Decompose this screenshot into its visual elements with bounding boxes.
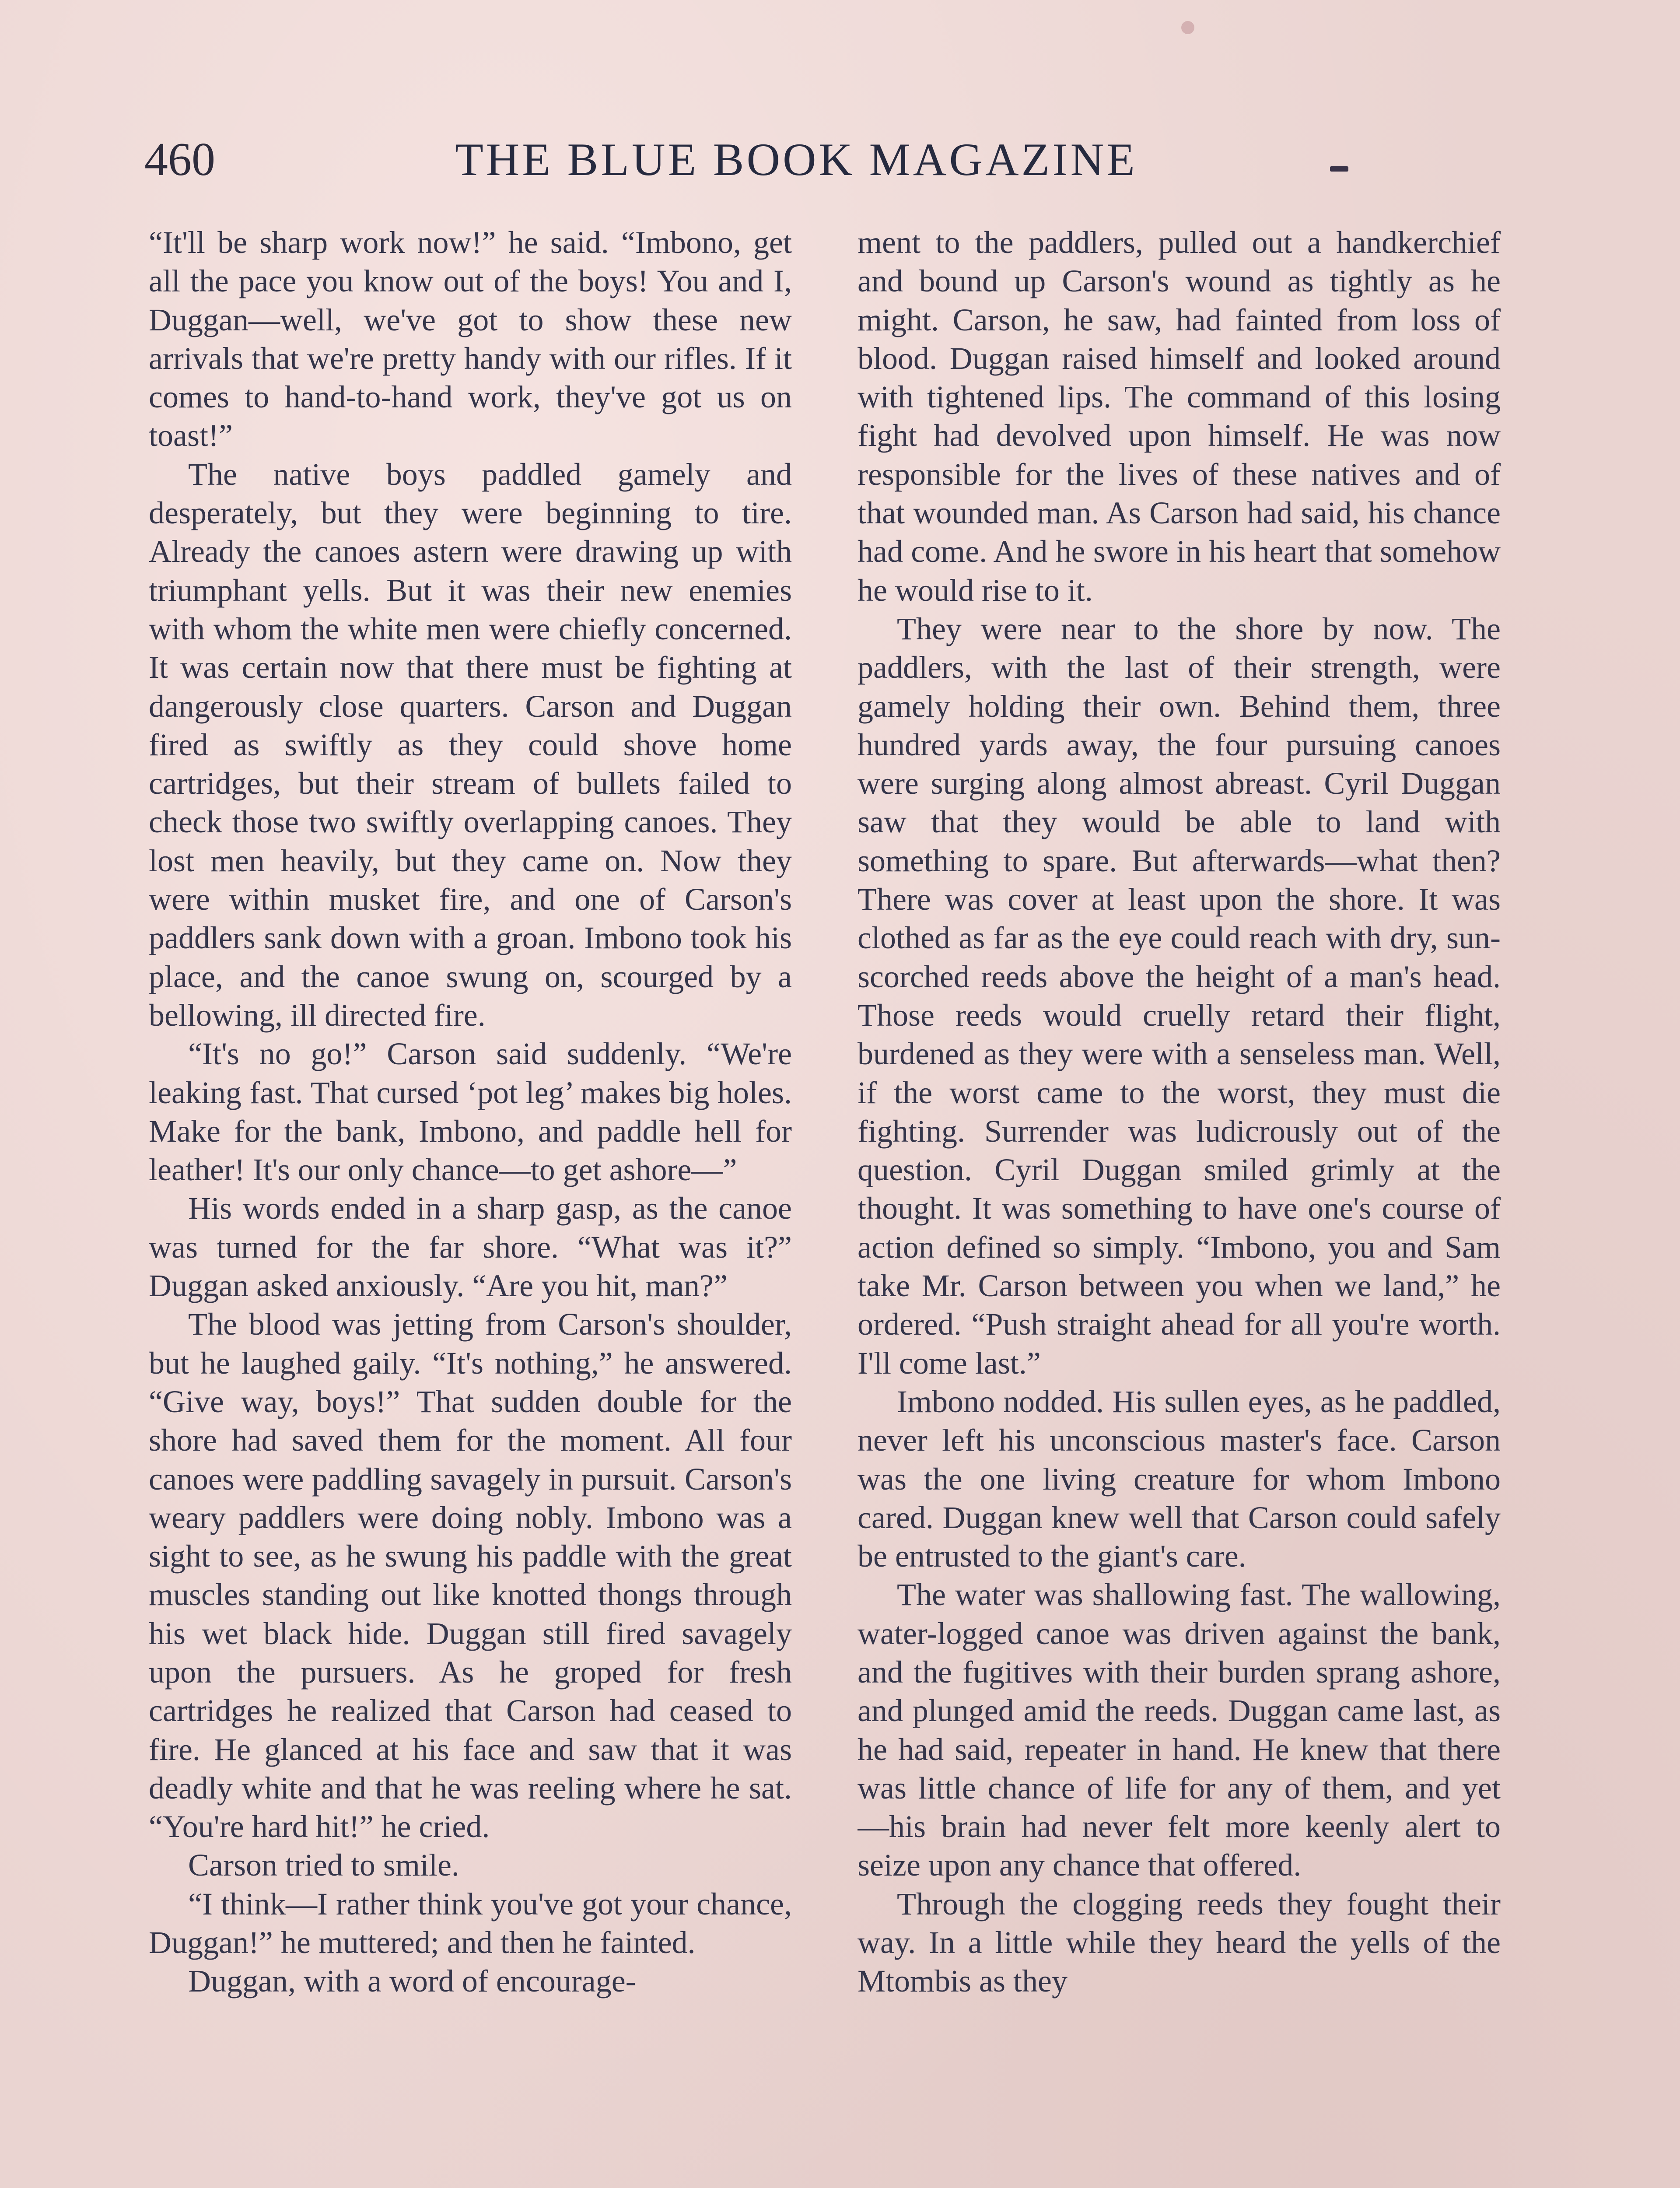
- running-header: [0, 127, 1680, 193]
- paragraph: The native boys paddled gamely and desperately, but they were beginning to tire. Already the canoes astern were drawing up with triumphant yells. But it was their new enemies with whom the white men were chiefly concerned. It was certain now that there must be fighting at dangerously close quarters. Carson and Duggan fired as swiftly as they could shove home cartridges, but their stream of bullets failed to check those two swiftly overlapping canoes. They lost men heavily, but they came on. Now they were within musket fire, and one of Carson's paddlers sank down with a groan. Imbono took his place, and the canoe swung on, scourged by a bellowing, ill directed fire.: [149, 456, 792, 1033]
- paragraph: Duggan, with a word of encourage-: [188, 1964, 636, 1999]
- page-number: 460: [144, 133, 215, 186]
- paragraph: They were near to the shore by now. The paddlers, with the last of their strength, were gamely holding their own. Behind them, three hundred yards away, the four pursuing canoes were surging along almost abreast. Cyril Duggan saw that they would be able to land with something to spare. But afterwards—what then? There was cover at least upon the shore. It was clothed as far as the eye could reach with dry, sun-scorched reeds above the height of a man's head. Those reeds would cruelly retard their flight, burdened as they were with a senseless man. Well, if the worst came to the worst, they must die fighting. Surrender was ludicrously out of the question. Cyril Duggan smiled grimly at the thought. It was something to have one's course of action defined so simply. “Imbono, you and Sam take Mr. Carson between you when we land,” he ordered. “Push straight ahead for all you're worth. I'll come last.”: [858, 611, 1501, 1381]
- paragraph: Imbono nodded. His sullen eyes, as he paddled, never left his unconscious master's face. Carson was the one living creature for whom Imbono cared. Duggan knew well that Carson could safely be entrusted to the giant's care.: [858, 1384, 1501, 1574]
- paragraph: Carson tried to smile.: [188, 1848, 459, 1883]
- paragraph: Through the clogging reeds they fought their way. In a little while they heard the yells of the Mtombis as they: [858, 1886, 1501, 1999]
- paragraph: His words ended in a sharp gasp, as the canoe was turned for the far shore. “What was it?” Duggan asked anxiously. “Are you hit, man?”: [149, 1191, 792, 1304]
- paragraph: “I think—I rather think you've got your chance, Duggan!” he muttered; and then he fainted.: [149, 1886, 792, 1960]
- text-column-left: [149, 223, 792, 2188]
- paragraph: “It'll be sharp work now!” he said. “Imbono, get all the pace you know out of the boys! You and I, Duggan—well, we've got to show these new arrivals that we're pretty handy with our rifles. If it comes to hand-to-hand work, they've got us on toast!”: [149, 225, 792, 453]
- paragraph: ment to the paddlers, pulled out a handkerchief and bound up Carson's wound as tightly as he might. Carson, he saw, had fainted from loss of blood. Duggan raised himself and looked around with tightened lips. The command of this losing fight had devolved upon himself. He was now responsible for the lives of these natives and of that wounded man. As Carson had said, his chance had come. And he swore in his heart that somehow he would rise to it.: [858, 225, 1501, 608]
- paper-stain: [1181, 21, 1194, 34]
- magazine-title: THE BLUE BOOK MAGAZINE: [455, 134, 1138, 185]
- paragraph: “It's no go!” Carson said suddenly. “We're leaking fast. That cursed ‘pot leg’ makes big holes. Make for the bank, Imbono, and paddle hell for leather! It's our only chance—to get ashore—”: [149, 1036, 792, 1188]
- paragraph: The blood was jetting from Carson's shoulder, but he laughed gaily. “It's nothing,” he answered. “Give way, boys!” That sudden double for the shore had saved them for the moment. All four canoes were paddling savagely in pursuit. Carson's weary paddlers were doing nobly. Imbono was a sight to see, as he swung his paddle with the great muscles standing out like knotted thongs through his wet black hide. Duggan still fired savagely upon the pursuers. As he groped for fresh cartridges he realized that Carson had ceased to fire. He glanced at his face and saw that it was deadly white and that he was reeling where he sat. “You're hard hit!” he cried.: [149, 1307, 792, 1844]
- paragraph: The water was shallowing fast. The wallowing, water-logged canoe was driven against the bank, and the fugitives with their burden sprang ashore, and plunged amid the reeds. Duggan came last, as he had said, repeater in hand. He knew that there was little chance of life for any of them, and yet —his brain had never felt more keenly alert to seize upon any chance that offered.: [858, 1577, 1501, 1883]
- text-column-right: [858, 223, 1501, 2188]
